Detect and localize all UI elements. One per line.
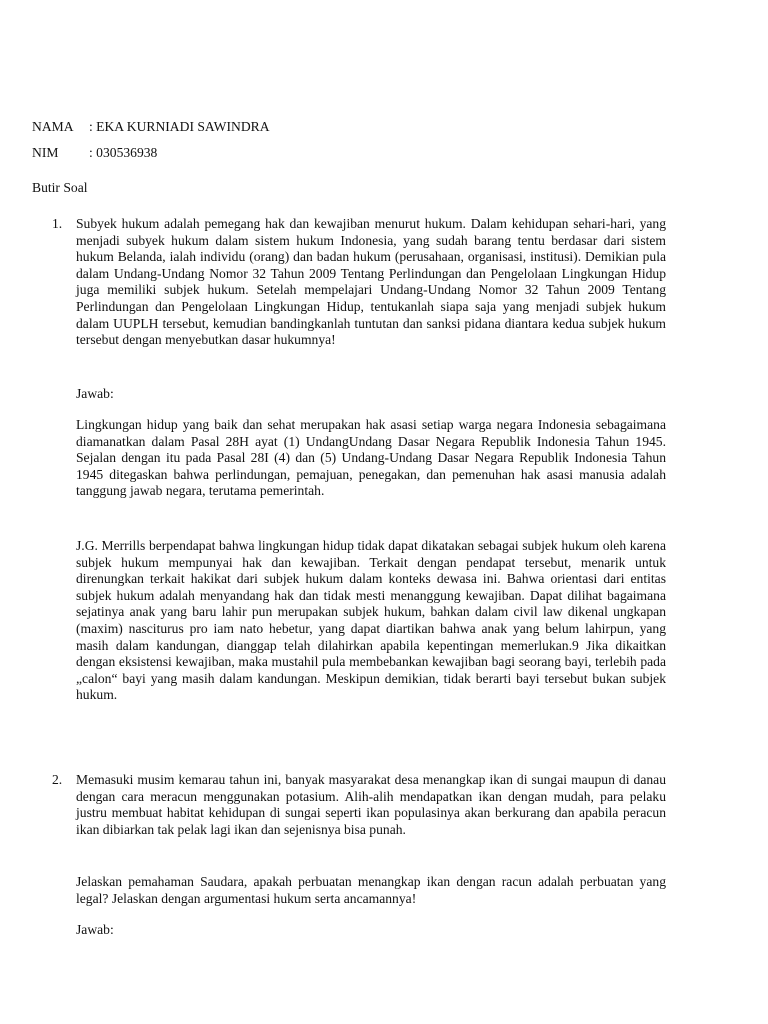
- name-label: NAMA: [32, 119, 74, 134]
- name-value: : EKA KURNIADI SAWINDRA: [89, 119, 270, 134]
- nim-line: [32, 145, 157, 162]
- question-2-number: 2.: [52, 772, 63, 787]
- section-heading: Butir Soal: [32, 180, 88, 195]
- question-1-answer-label: Jawab:: [76, 386, 114, 401]
- name-line: [32, 119, 270, 136]
- question-1-number: 1.: [52, 216, 63, 231]
- nim-label: NIM: [32, 145, 59, 160]
- question-1-answer-paragraph: Lingkungan hidup yang baik dan sehat merupakan hak asasi setiap warga negara Indonesia sebagaimana diamanatkan dalam Pasal 28H ayat (1) UndangUndang Dasar Negara Republik Indonesia Tahun 1945. Sejalan dengan itu pada Pasal 28I (4) dan (5) Undang-Undang Dasar Negara Republik Indonesia Tahun 1945 ditegaskan bahwa perlindungan, pemajuan, penegakan, dan pemenuhan hak asasi manusia adalah tanggung jawab negara, terutama pemerintah.: [76, 417, 666, 499]
- question-2-answer-label: Jawab:: [76, 922, 114, 937]
- question-1-answer-paragraph: J.G. Merrills berpendapat bahwa lingkungan hidup tidak dapat dikatakan sebagai subjek hukum oleh karena subjek hukum mempunyai hak dan kewajiban. Terkait dengan pendapat tersebut, menarik untuk direnungkan terkait hakikat dari subjek hukum dalam konteks dewasa ini. Bahwa orientasi dari entitas subjek hukum adalah menyandang hak dan tidak mesti menanggung kewajiban. Dapat dilihat bagaimana sejatinya anak yang baru lahir pun merupakan subjek hukum, bahkan dalam civil law dikenal ungkapan (maxim) nasciturus pro iam nato hebetur, yang dapat diartikan bahwa anak yang belum lahirpun, yang masih dalam kandungan, dianggap telah dilahirkan apabila kepentingan memerlukan.9 Jika dikaitkan dengan eksistensi kewajiban, maka mustahil pula membebankan kewajiban bagi seorang bayi, terlebih pada „calon“ bayi yang masih dalam kandungan. Meskipun demikian, tidak berarti bayi tersebut bukan subjek hukum.: [76, 538, 666, 703]
- nim-value: : 030536938: [89, 145, 158, 160]
- question-2-text: Memasuki musim kemarau tahun ini, banyak masyarakat desa menangkap ikan di sungai maupun di danau dengan cara meracun menggunakan potasium. Alih-alih mendapatkan ikan dengan mudah, para pelaku justru membuat habitat kehidupan di sungai seperti ikan populasinya akan berkurang dan apabila peracun ikan dibiarkan tak pelak lagi ikan dan sejenisnya bisa punah.: [76, 772, 666, 837]
- question-2-followup: Jelaskan pemahaman Saudara, apakah perbuatan menangkap ikan dengan racun adalah perbuatan yang legal? Jelaskan dengan argumentasi hukum serta ancamannya!: [76, 874, 666, 906]
- question-1-text: Subyek hukum adalah pemegang hak dan kewajiban menurut hukum. Dalam kehidupan sehari-hari, yang menjadi subyek hukum dalam sistem hukum Indonesia, yang sudah barang tentu berdasar dari sistem hukum Belanda, ialah individu (orang) dan badan hukum (perusahaan, organisasi, institusi). Demikian pula dalam Undang-Undang Nomor 32 Tahun 2009 Tentang Perlindungan dan Pengelolaan Lingkungan Hidup juga memiliki subjek hukum. Setelah mempelajari Undang-Undang Nomor 32 Tahun 2009 Tentang Perlindungan dan Pengelolaan Lingkungan Hidup, tentukanlah siapa saja yang menjadi subjek hukum dalam UUPLH tersebut, kemudian bandingkanlah tuntutan dan sanksi pidana diantara kedua subjek hukum tersebut dengan menyebutkan dasar hukumnya!: [76, 216, 666, 348]
